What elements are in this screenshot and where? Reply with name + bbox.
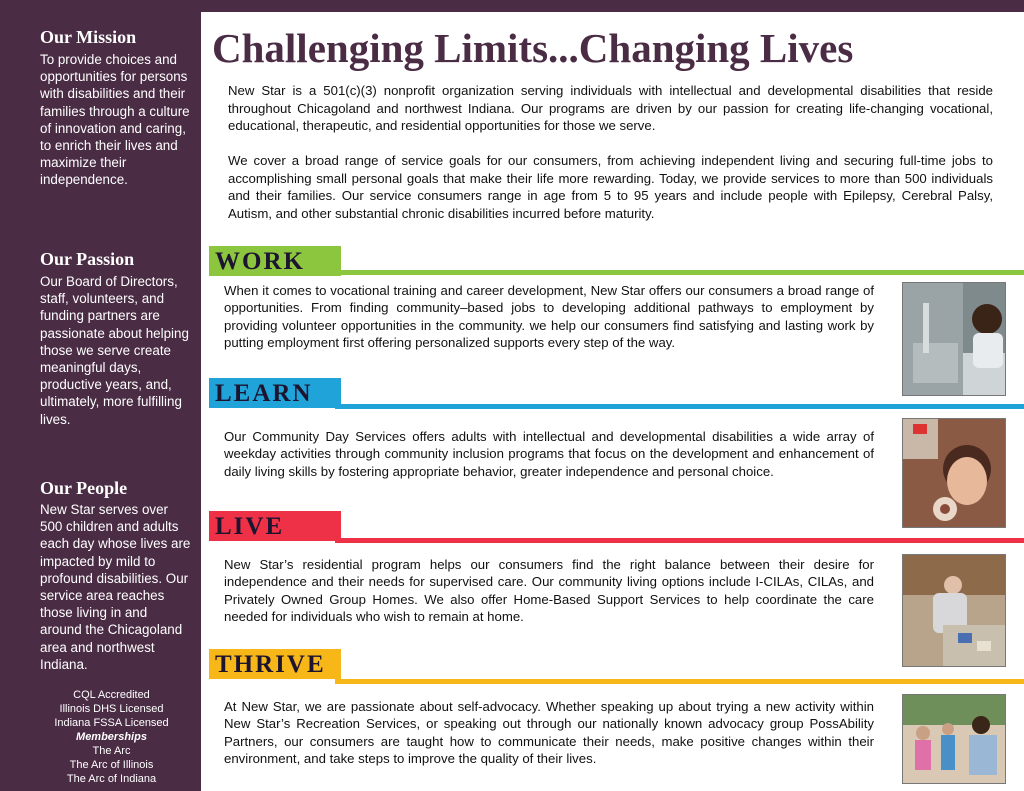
section-rule-learn xyxy=(335,404,1024,409)
people-heading: Our People xyxy=(40,478,128,498)
accreditation-item: CQL Accredited xyxy=(73,689,150,701)
section-text-work: When it comes to vocational training and career development, New Star offers our consumers a broad range of opportunities. From finding community–based jobs to developing additional pathways to employment by providing volunteer opportunities in the community. we help our consumers find satisfying and lasting work by putting employment first offering personalized supports every step of the way. xyxy=(224,283,874,351)
mission-text: To provide choices and opportunities for persons with disabilities and their families through a culture of innovation and caring, to enrich their lives and maximize their independence. xyxy=(40,52,190,188)
live-photo xyxy=(902,554,1006,667)
passion-heading: Our Passion xyxy=(40,249,135,269)
page-title: Challenging Limits...Changing Lives xyxy=(212,25,854,71)
learn-photo xyxy=(902,418,1006,528)
mission-heading: Our Mission xyxy=(40,27,137,47)
section-rule-work xyxy=(335,270,1024,275)
section-label-thrive: THRIVE xyxy=(209,649,341,679)
membership-item: The Arc of Indiana xyxy=(66,773,157,785)
section-rule-live xyxy=(335,538,1024,543)
section-text-live: New Star’s residential program helps our consumers find the right balance between their desire for independence and their needs for supervised care. Our community living options include I-CILAs, CILAs, and Privately Owned Group Homes. We also offer Home-Based Support Services to help coordinate the care needed for individuals who wish to remain at home. xyxy=(224,557,874,625)
intro-paragraph-1: New Star is a 501(c)(3) nonprofit organization serving individuals with intellectual and developmental disabilities that reside throughout Chicagoland and northwest Indiana. Our programs are driven by our passion for creating life-changing vocational, educational, therapeutic, and residential opportunities for those we serve. xyxy=(228,83,993,134)
memberships-heading: Memberships xyxy=(76,731,147,743)
section-label-learn: LEARN xyxy=(209,378,341,408)
people-text: New Star serves over 500 children and adults each day whose lives are impacted by mild to profound disabilities. Our service area reaches those living in and around the Chicagoland area and northwest Indiana. xyxy=(40,502,191,672)
credentials-block xyxy=(40,688,183,786)
accreditation-item: Illinois DHS Licensed xyxy=(59,703,164,715)
section-label-live: LIVE xyxy=(209,511,341,541)
intro-paragraph-2: We cover a broad range of service goals for our consumers, from achieving independent living and securing full-time jobs to accomplishing small personal goals that make their life more rewarding. Today, we provide services to more than 500 individuals and their families. Our service consumers range in age from 5 to 95 years and include people with Epilepsy, Cerebral Palsy, Autism, and other substantial chronic disabilities incurred before maturity. xyxy=(228,153,993,221)
section-label-work: WORK xyxy=(209,246,341,276)
accreditation-item: Indiana FSSA Licensed xyxy=(54,717,169,729)
section-text-thrive: At New Star, we are passionate about self-advocacy. Whether speaking up about trying a new activity within New Star’s Recreation Services, or speaking out through our nationally known advocacy group PossAbility Partners, our consumers are taught how to communicate their needs, make positive changes within their environment, and take steps to improve the quality of their lives. xyxy=(224,699,874,767)
sidebar xyxy=(0,0,201,791)
section-rule-thrive xyxy=(335,679,1024,684)
section-text-learn: Our Community Day Services offers adults with intellectual and developmental disabilities a wide array of weekday activities through community inclusion programs that focus on the development and enhancement of daily living skills by fostering appropriate behavior, greater independence and personal choice. xyxy=(224,429,874,479)
work-photo xyxy=(902,282,1006,396)
thrive-photo xyxy=(902,694,1006,784)
membership-item: The Arc of Illinois xyxy=(69,759,154,771)
membership-item: The Arc xyxy=(92,745,131,757)
passion-text: Our Board of Directors, staff, volunteers, and funding partners are passionate about helping those we serve create meaningful days, productive years, and, ultimately, more fulfilling lives. xyxy=(40,274,189,427)
